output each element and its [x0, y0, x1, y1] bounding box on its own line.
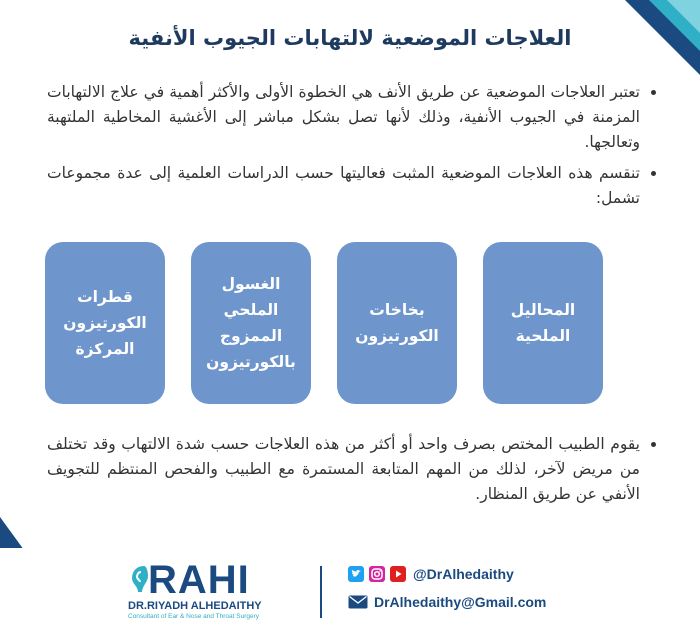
- group-concentrated-cortisone-drops: قطرات الكورتيزون المركزة: [45, 242, 165, 404]
- intro-bullet: • تعتبر العلاجات الموضعية عن طريق الأنف هي الخطوة الأولى والأكثر أهمية في علاج الالتهابات المزمنة في الجيوب الأنفية، وذلك لأنها تصل بشكل مباشر إلى الأغشية المخاطية الملتهبة وتعالجها.: [47, 80, 640, 155]
- intro-bullet: • تنقسم هذه العلاجات الموضعية المثبت فعاليتها حسب الدراسات العلمية إلى عدة مجموعات تشمل:: [47, 161, 640, 211]
- group-saline-rinse-with-cortisone: الغسول الملحي الممزوج بالكورتيزون: [191, 242, 311, 404]
- email-contact: [348, 594, 546, 610]
- footer-divider: [320, 566, 322, 618]
- doctor-name: DR.RIYADH ALHEDAITHY: [128, 600, 262, 612]
- group-saline-solutions: المحاليل الملحية: [483, 242, 603, 404]
- doctor-logo: [128, 560, 273, 622]
- email-address[interactable]: DrAlhedaithy@Gmail.com: [374, 594, 547, 610]
- closing-bullet: • يقوم الطبيب المختص بصرف واحد أو أكثر من هذه العلاجات حسب شدة الالتهاب وقد تختلف من مريض لآخر، لذلك من المهم المتابعة المستمرة مع الطبيب والفحص المنتظم للتجويف الأنفي عن طريق المنظار.: [47, 432, 640, 507]
- social-links: [348, 566, 514, 582]
- logo-letters: RAHI: [148, 558, 250, 602]
- youtube-icon[interactable]: [390, 566, 406, 582]
- treatment-groups: [45, 242, 610, 407]
- instagram-icon[interactable]: [369, 566, 385, 582]
- mail-icon: [348, 595, 368, 609]
- social-handle[interactable]: @DrAlhedaithy: [413, 566, 514, 582]
- footer: [0, 548, 700, 627]
- twitter-icon[interactable]: [348, 566, 364, 582]
- closing-bullet-list: [47, 432, 662, 513]
- group-cortisone-sprays: بخاخات الكورتيزون: [337, 242, 457, 404]
- page-title: العلاجات الموضعية لالتهابات الجيوب الأنفية: [128, 26, 572, 50]
- doctor-title: Consultant of Ear & Nose and Throat Surgery: [128, 613, 260, 620]
- intro-bullet-list: [47, 80, 662, 217]
- corner-decoration-top-right: [625, 0, 700, 75]
